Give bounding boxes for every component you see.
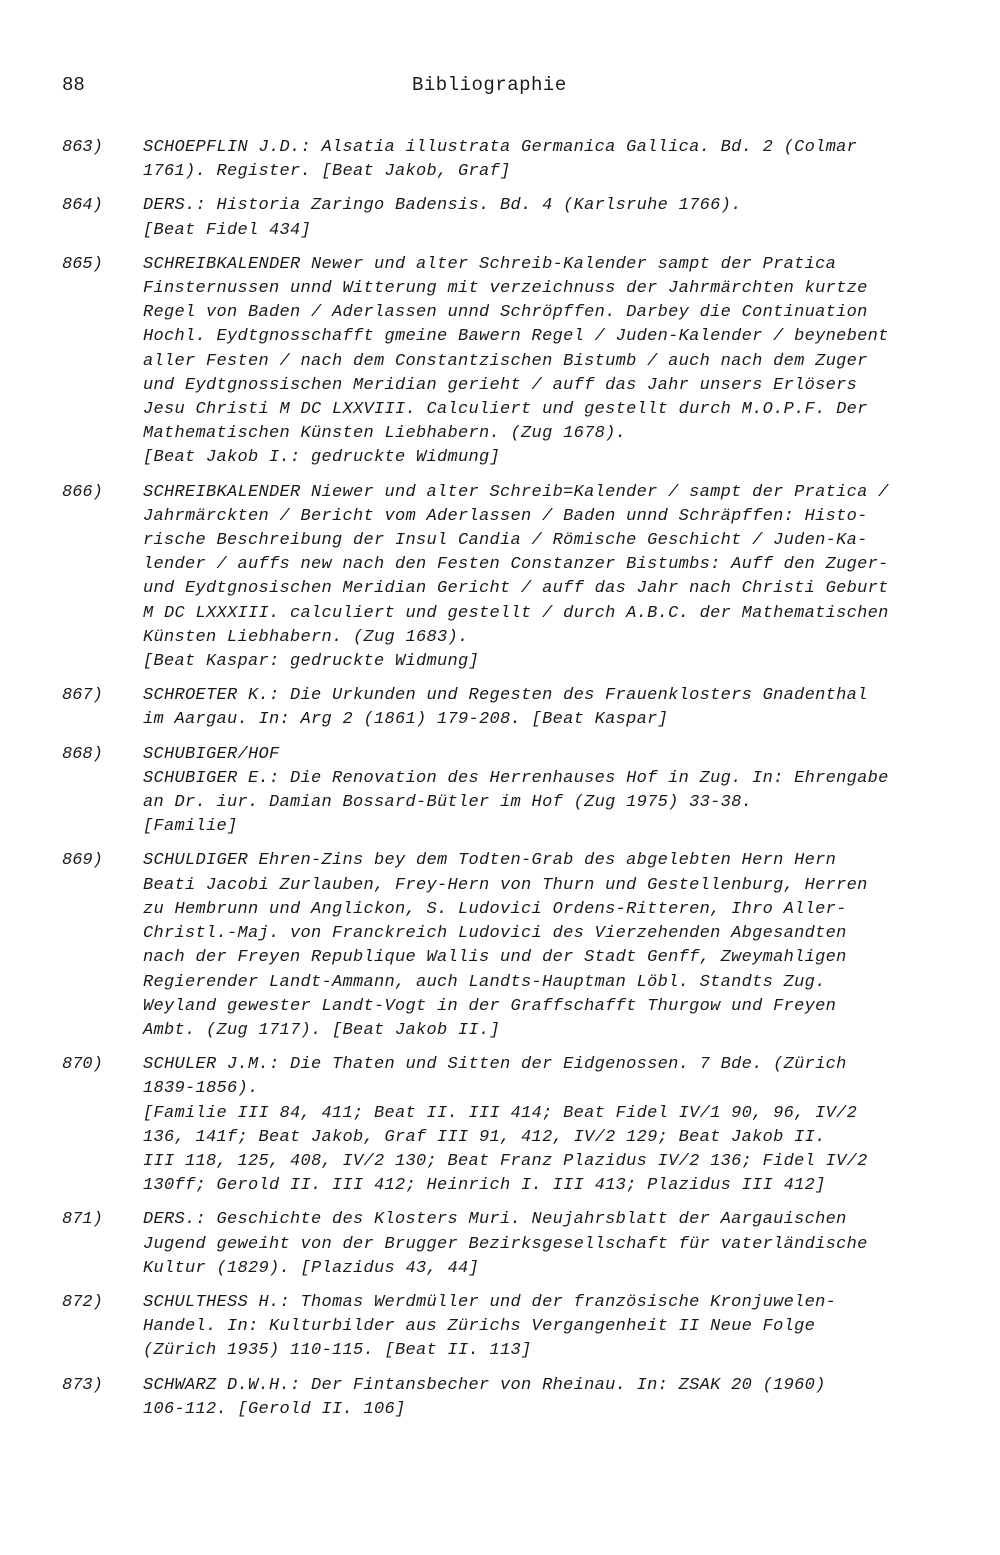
entry-line: SCHWARZ D.W.H.: Der Fintansbecher von Rheinau. In: ZSAK 20 (1960) [143, 1375, 826, 1395]
entry-text [143, 684, 958, 732]
entry-line: 106-112. [Gerold II. 106] [143, 1399, 406, 1419]
entry-number: 873) [62, 1375, 103, 1395]
entry-line: Finsternussen unnd Witterung mit verzeichnuss der Jahrmärchten kurtze [143, 279, 868, 299]
entry-line: [Familie] [143, 817, 238, 837]
entry-line: Jugend geweiht von der Brugger Bezirksgesellschaft für vaterländische [143, 1234, 868, 1254]
entry-number: 872) [62, 1292, 103, 1312]
entry-text [143, 1291, 958, 1364]
entry-line: zu Hembrunn und Anglickon, S. Ludovici Ordens-Ritteren, Ihro Aller- [143, 899, 847, 919]
entry-line: Weyland gewester Landt-Vogt in der Graffschafft Thurgow und Freyen [143, 996, 837, 1016]
entry-line: Mathematischen Künsten Liebhabern. (Zug 1678). [143, 424, 627, 444]
entry-line: DERS.: Geschichte des Klosters Muri. Neujahrsblatt der Aargauischen [143, 1210, 847, 1230]
entry-line: 136, 141f; Beat Jakob, Graf III 91, 412, IV/2 129; Beat Jakob II. [143, 1127, 826, 1147]
entry-line: Hochl. Eydtgnosschafft gmeine Bawern Regel / Juden-Kalender / beynebent [143, 327, 889, 347]
entry-line: [Beat Kaspar: gedruckte Widmung] [143, 652, 480, 672]
entry-line: 1839-1856). [143, 1079, 259, 1099]
entry-line: Handel. In: Kulturbilder aus Zürichs Vergangenheit II Neue Folge [143, 1317, 816, 1337]
entry-line: SCHULTHESS H.: Thomas Werdmüller und der französische Kronjuwelen- [143, 1292, 837, 1312]
bibliography-entry [0, 1208, 1000, 1281]
entry-line: Regel von Baden / Aderlassen unnd Schröpffen. Darbey die Continuation [143, 303, 868, 323]
entry-text [143, 1374, 958, 1422]
entry-text [143, 194, 958, 242]
entry-line: und Eydtgnosischen Meridian Gericht / auff das Jahr nach Christi Geburt [143, 579, 889, 599]
entry-number: 863) [62, 138, 103, 157]
entry-line: SCHROETER K.: Die Urkunden und Regesten des Frauenklosters Gnadenthal [143, 686, 868, 706]
entry-line: Regierender Landt-Ammann, auch Landts-Hauptman Löbl. Standts Zug. [143, 972, 826, 992]
bibliography-entry [0, 743, 1000, 840]
entry-line: rische Beschreibung der Insul Candia / Römische Geschicht / Juden-Ka- [143, 531, 868, 551]
entry-line: aller Festen / nach dem Constantzischen Bistumb / auch nach dem Zuger [143, 351, 868, 371]
entry-text [143, 136, 958, 184]
entry-number: 870) [62, 1055, 103, 1075]
bibliography-entry [0, 1291, 1000, 1364]
entry-number: 867) [62, 686, 103, 706]
entry-line: Christl.-Maj. von Franckreich Ludovici des Vierzehenden Abgesandten [143, 924, 847, 944]
entry-line: Jahrmärckten / Bericht vom Aderlassen / Baden unnd Schräpffen: Histo- [143, 506, 868, 526]
page-title: Bibliographie [412, 74, 567, 96]
entry-line: 1761). Register. [Beat Jakob, Graf] [143, 162, 511, 182]
bibliography-entry [0, 849, 1000, 1043]
bibliography-entry [0, 136, 1000, 184]
bibliography-entry [0, 1374, 1000, 1422]
entry-line: lender / auffs new nach den Festen Constanzer Bistumbs: Auff den Zuger- [143, 555, 889, 575]
page-number: 88 [62, 74, 85, 96]
entry-line: SCHOEPFLIN J.D.: Alsatia illustrata Germanica Gallica. Bd. 2 (Colmar [143, 138, 858, 157]
entry-line: im Aargau. In: Arg 2 (1861) 179-208. [Beat Kaspar] [143, 710, 669, 730]
entry-line: (Zürich 1935) 110-115. [Beat II. 113] [143, 1341, 532, 1361]
entry-line: DERS.: Historia Zaringo Badensis. Bd. 4 (Karlsruhe 1766). [143, 196, 742, 216]
entry-line: SCHREIBKALENDER Niewer und alter Schreib=Kalender / sampt der Pratica / [143, 482, 889, 502]
entry-text [143, 253, 958, 471]
entry-number: 871) [62, 1210, 103, 1230]
bibliography-entry [0, 1053, 1000, 1198]
entry-line: Kultur (1829). [Plazidus 43, 44] [143, 1258, 480, 1278]
entry-line: an Dr. iur. Damian Bossard-Bütler im Hof (Zug 1975) 33-38. [143, 793, 753, 813]
entry-number: 865) [62, 254, 103, 274]
entry-line: Ambt. (Zug 1717). [Beat Jakob II.] [143, 1020, 501, 1040]
entry-text [143, 1208, 958, 1281]
entry-line: [Familie III 84, 411; Beat II. III 414; Beat Fidel IV/1 90, 96, IV/2 [143, 1103, 858, 1123]
entry-line: und Eydtgnossischen Meridian gerieht / auff das Jahr unsers Erlösers [143, 375, 858, 395]
bibliography-entry [0, 481, 1000, 675]
entry-line: SCHULER J.M.: Die Thaten und Sitten der Eidgenossen. 7 Bde. (Zürich [143, 1055, 847, 1075]
entry-line: SCHUBIGER E.: Die Renovation des Herrenhauses Hof in Zug. In: Ehrengabe [143, 768, 889, 788]
entry-line: M DC LXXXIII. calculiert und gestellt / durch A.B.C. der Mathematischen [143, 603, 889, 623]
entry-line: SCHULDIGER Ehren-Zins bey dem Todten-Grab des abgelebten Hern Hern [143, 851, 837, 871]
entry-line: III 118, 125, 408, IV/2 130; Beat Franz Plazidus IV/2 136; Fidel IV/2 [143, 1151, 868, 1171]
entry-line: Beati Jacobi Zurlauben, Frey-Hern von Thurn und Gestellenburg, Herren [143, 875, 868, 895]
bibliography-list [0, 136, 1000, 1432]
entry-line: 130ff; Gerold II. III 412; Heinrich I. III 413; Plazidus III 412] [143, 1176, 826, 1196]
bibliography-entry [0, 253, 1000, 471]
entry-line: [Beat Jakob I.: gedruckte Widmung] [143, 448, 501, 468]
entry-line: nach der Freyen Republique Wallis und der Stadt Genff, Zweymahligen [143, 948, 847, 968]
entry-line: SCHREIBKALENDER Newer und alter Schreib-Kalender sampt der Pratica [143, 254, 837, 274]
bibliography-entry [0, 194, 1000, 242]
entry-text [143, 849, 958, 1043]
entry-text [143, 743, 958, 840]
entry-number: 864) [62, 196, 103, 216]
bibliography-entry [0, 684, 1000, 732]
entry-text [143, 481, 958, 675]
entry-number: 868) [62, 744, 103, 764]
entry-line: [Beat Fidel 434] [143, 220, 312, 240]
entry-line: Künsten Liebhabern. (Zug 1683). [143, 627, 469, 647]
entry-number: 866) [62, 482, 103, 502]
entry-line: SCHUBIGER/HOF [143, 744, 280, 764]
entry-number: 869) [62, 851, 103, 871]
entry-text [143, 1053, 958, 1198]
entry-line: Jesu Christi M DC LXXVIII. Calculiert und gestellt durch M.O.P.F. Der [143, 400, 868, 420]
